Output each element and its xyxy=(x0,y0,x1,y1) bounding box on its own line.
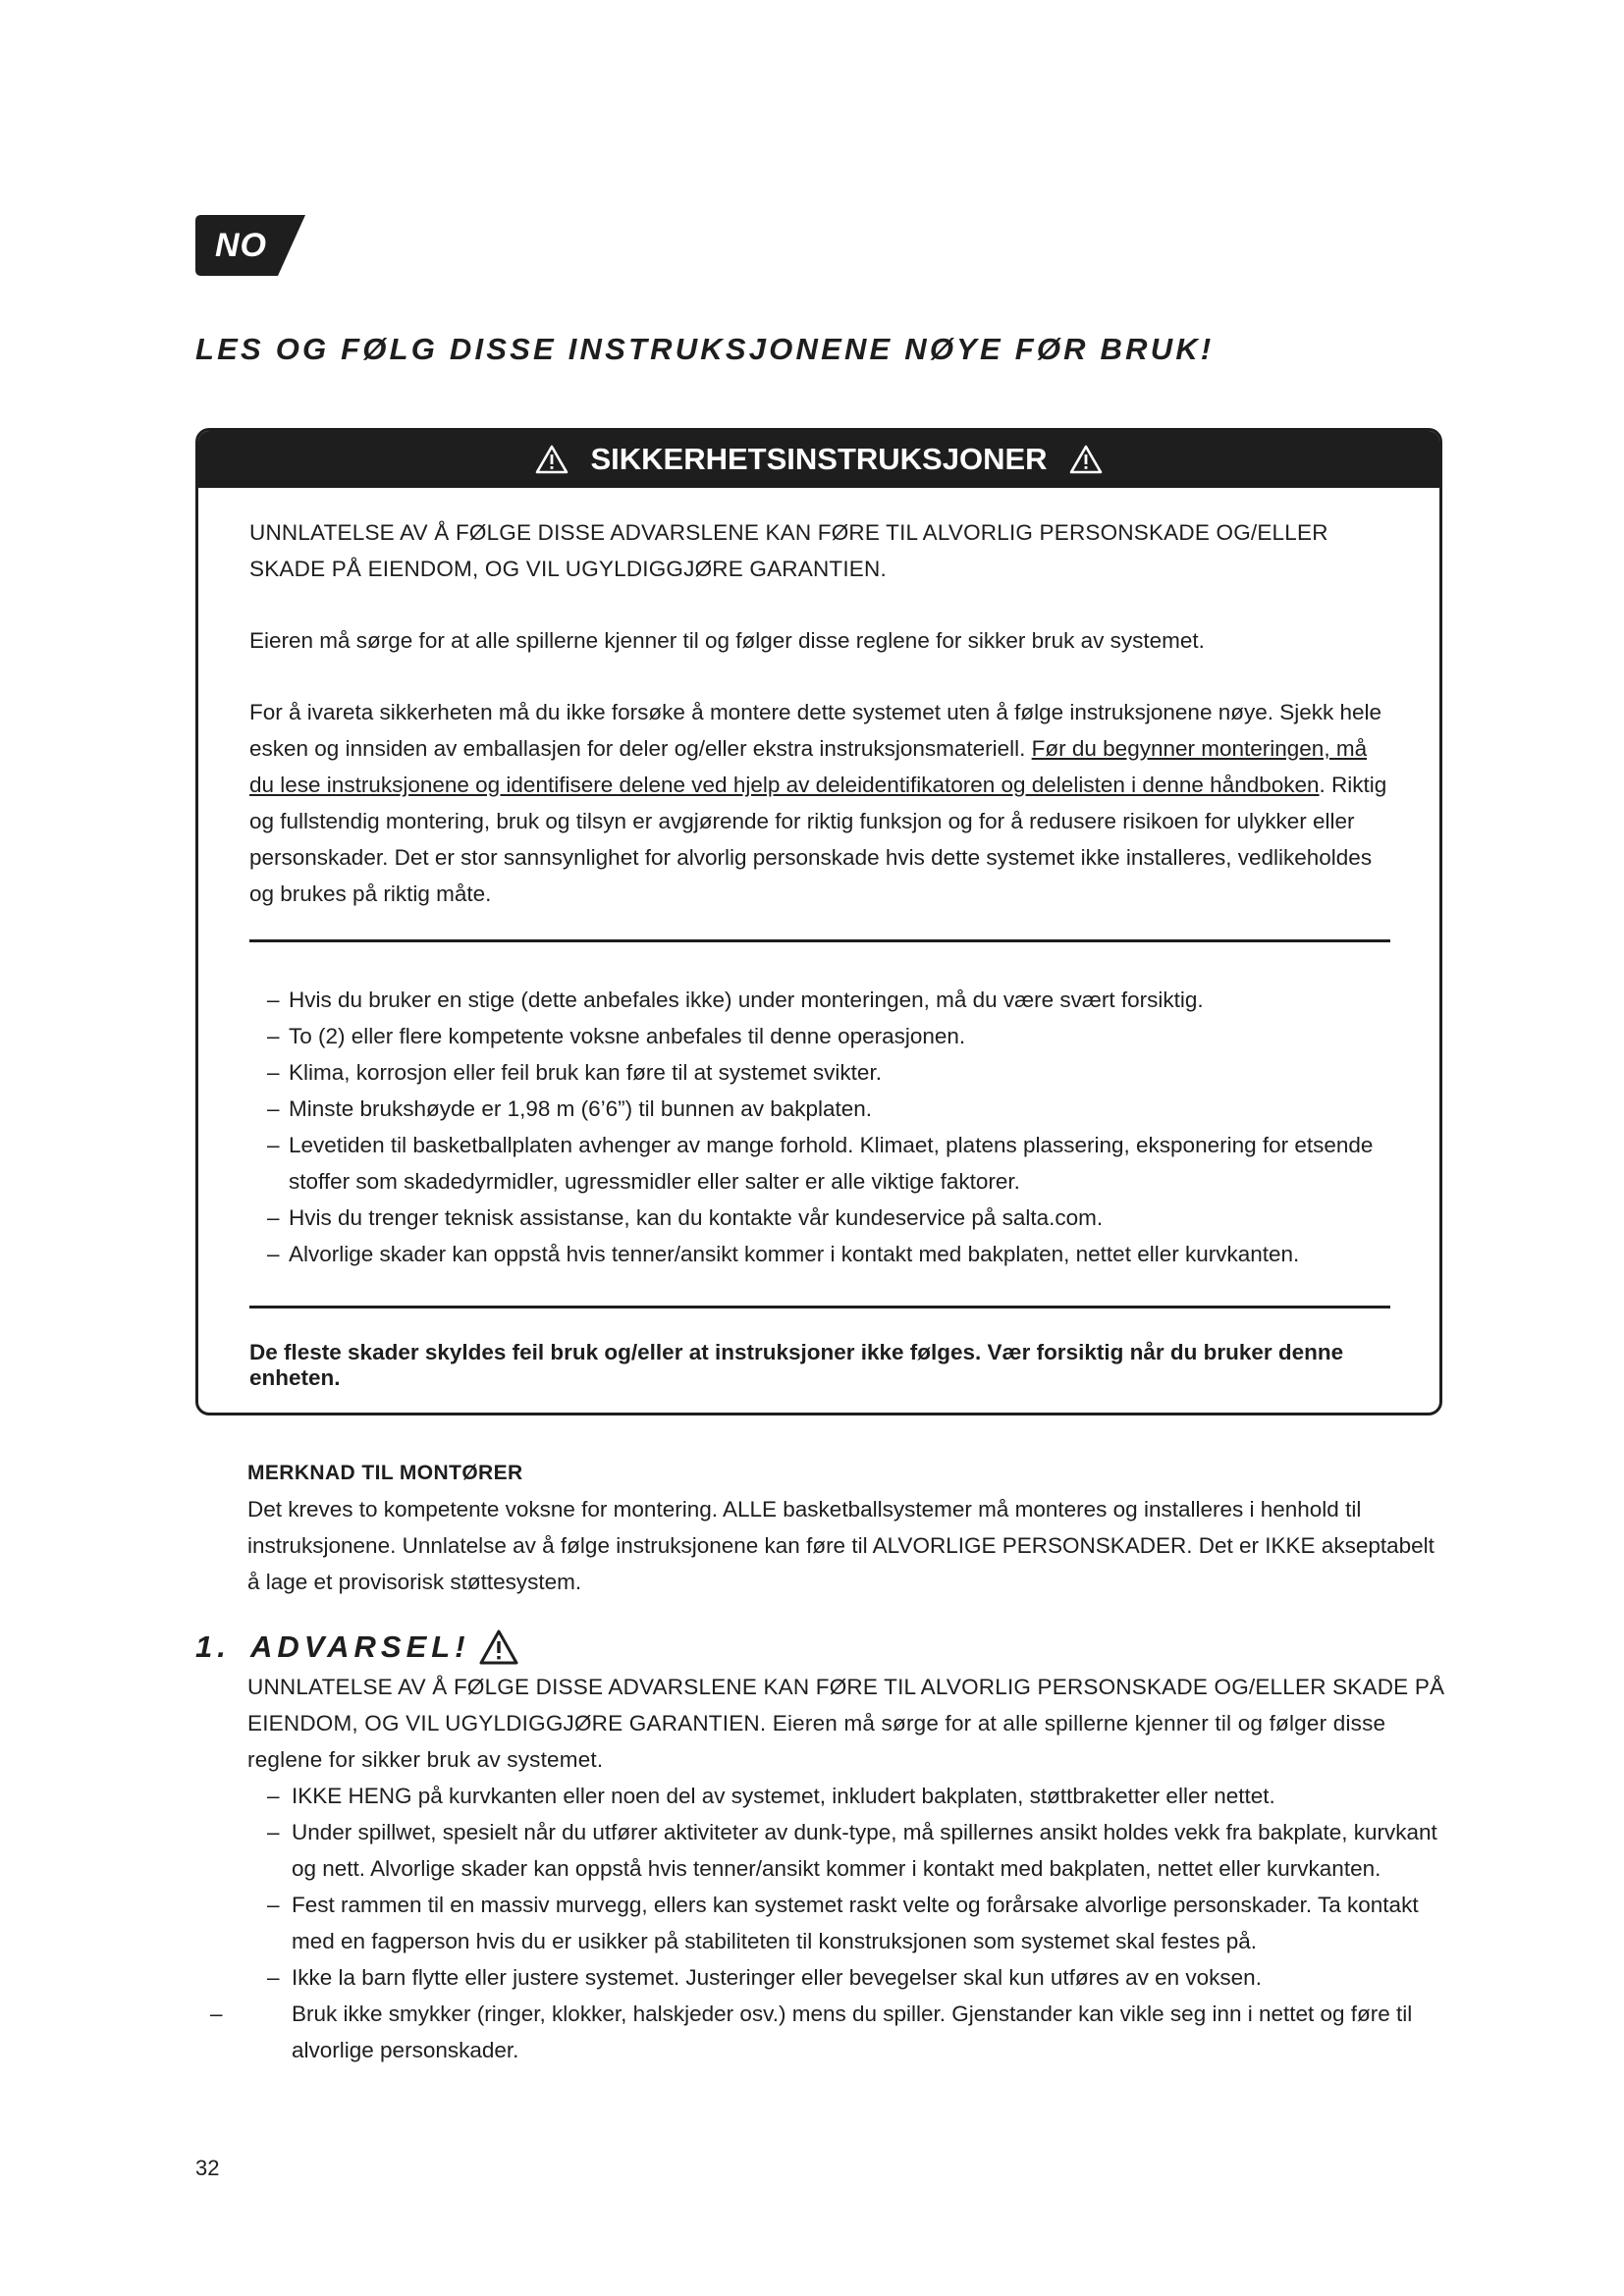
list-item: – Ikke la barn flytte eller justere systemet. Justeringer eller bevegelser skal kun utføres av en voksen. xyxy=(247,1959,1462,1996)
safety-list-container xyxy=(249,982,1390,1272)
safety-paragraph xyxy=(249,694,1390,912)
language-badge xyxy=(195,215,305,276)
list-item: – Hvis du bruker en stige (dette anbefales ikke) under monteringen, må du være svært forsiktig. xyxy=(249,982,1390,1018)
safety-paragraph-underlined: Før du begynner monteringen, må du lese instruksjonene og identifisere delene ved hjelp av deleidentifikatoren og delelisten i denne håndboken xyxy=(249,736,1368,797)
list-item: – IKKE HENG på kurvkanten eller noen del av systemet, inkludert bakplaten, støttbraketter eller nettet. xyxy=(247,1778,1462,1814)
list-item: – Levetiden til basketballplaten avhenger av mange forhold. Klimaet, platens plassering, eksponering for etsende stoffer som skadedyrmidler, ugressmidler eller salter er alle viktige faktorer. xyxy=(249,1127,1390,1200)
section-number: 1. xyxy=(195,1629,231,1664)
divider xyxy=(249,1306,1390,1308)
warning-icon xyxy=(1069,445,1103,474)
list-item: – Hvis du trenger teknisk assistanse, kan du kontakte vår kundeservice på salta.com. xyxy=(249,1200,1390,1236)
list-item: – To (2) eller flere kompetente voksne anbefales til denne operasjonen. xyxy=(249,1018,1390,1054)
list-item: – Minste brukshøyde er 1,98 m (6’6”) til bunnen av bakplaten. xyxy=(249,1091,1390,1127)
warning-section xyxy=(195,1626,1462,2068)
owner-text: Eieren må sørge for at alle spillerne kjenner til og følger disse reglene for sikker bruk av systemet. xyxy=(249,628,1205,653)
note-text: Det kreves to kompetente voksne for montering. ALLE basketballsystemer må monteres og installeres i henhold til instruksjonene. Unnlatelse av å følge instruksjonene kan føre til ALVORLIGE PERSONSKADER. Det er IKKE akseptabelt å lage et provisorisk støttesystem. xyxy=(247,1497,1435,1594)
page-number: 32 xyxy=(195,2156,220,2180)
divider xyxy=(249,939,1390,942)
section-body xyxy=(247,1669,1462,2068)
safety-header xyxy=(198,431,1439,488)
assembler-note xyxy=(247,1455,1445,1600)
section-intro: UNNLATELSE AV Å FØLGE DISSE ADVARSLENE KAN FØRE TIL ALVORLIG PERSONSKADE OG/ELLER SKADE PÅ EIENDOM, OG VIL UGYLDIGGJØRE GARANTIEN. Eieren må sørge for at alle spillerne kjenner til og følger disse reglene for sikker bruk av systemet. xyxy=(247,1675,1445,1772)
warning-list xyxy=(247,1778,1462,2068)
safety-intro xyxy=(249,514,1390,912)
section-heading xyxy=(195,1626,1462,1669)
section-title: ADVARSEL! xyxy=(250,1629,470,1664)
safety-paragraph-end: . Riktig og fullstendig montering, bruk og tilsyn er avgjørende for riktig funksjon og for å redusere risikoen for ulykker eller personskader. Det er stor sannsynlighet for alvorlig personskade hvis dette systemet ikke installeres, vedlikeholdes og brukes på riktig måte. xyxy=(249,773,1387,906)
safety-title: SIKKERHETSINSTRUKSJONER xyxy=(590,442,1048,476)
safety-warning-upper: UNNLATELSE AV Å FØLGE DISSE ADVARSLENE KAN FØRE TIL ALVORLIG PERSONSKADE OG/ELLER SKADE PÅ EIENDOM, OG VIL UGYLDIGGJØRE GARANTIEN. xyxy=(249,520,1328,581)
warning-icon xyxy=(535,445,568,474)
list-item: – Bruk ikke smykker (ringer, klokker, halskjeder osv.) mens du spiller. Gjenstander kan vikle seg inn i nettet og føre til alvorlige personskader. xyxy=(247,1996,1462,2068)
list-item: – Fest rammen til en massiv murvegg, ellers kan systemet raskt velte og forårsake alvorlige personskader. Ta kontakt med en fagperson hvis du er usikker på stabiliteten til konstruksjonen som systemet skal festes på. xyxy=(247,1887,1462,1959)
main-heading: LES OG FØLG DISSE INSTRUKSJONENE NØYE FØR BRUK! xyxy=(195,332,1215,366)
warning-icon xyxy=(478,1629,519,1666)
safety-footer: De fleste skader skyldes feil bruk og/eller at instruksjoner ikke følges. Vær forsiktig når du bruker denne enheten. xyxy=(249,1340,1344,1390)
safety-paragraph-start: For å ivareta sikkerheten må du ikke forsøke å montere dette systemet uten å følge instruksjonene nøye. Sjekk hele esken og innsiden av emballasjen for deler og/eller ekstra instruksjonsmateriell. xyxy=(249,700,1382,761)
list-item: – Under spillwet, spesielt når du utfører aktiviteter av dunk-type, må spillernes ansikt holdes vekk fra bakplate, kurvkant og nett. Alvorlige skader kan oppstå hvis tenner/ansikt kommer i kontakt med bakplaten, nettet eller kurvkanten. xyxy=(247,1814,1462,1887)
note-title: MERKNAD TIL MONTØRER xyxy=(247,1462,523,1484)
safety-instructions-box xyxy=(195,428,1442,1415)
list-item: – Klima, korrosjon eller feil bruk kan føre til at systemet svikter. xyxy=(249,1054,1390,1091)
language-badge-label: NO xyxy=(215,227,267,264)
list-item: – Alvorlige skader kan oppstå hvis tenner/ansikt kommer i kontakt med bakplaten, nettet eller kurvkanten. xyxy=(249,1236,1390,1272)
safety-list xyxy=(249,982,1390,1272)
